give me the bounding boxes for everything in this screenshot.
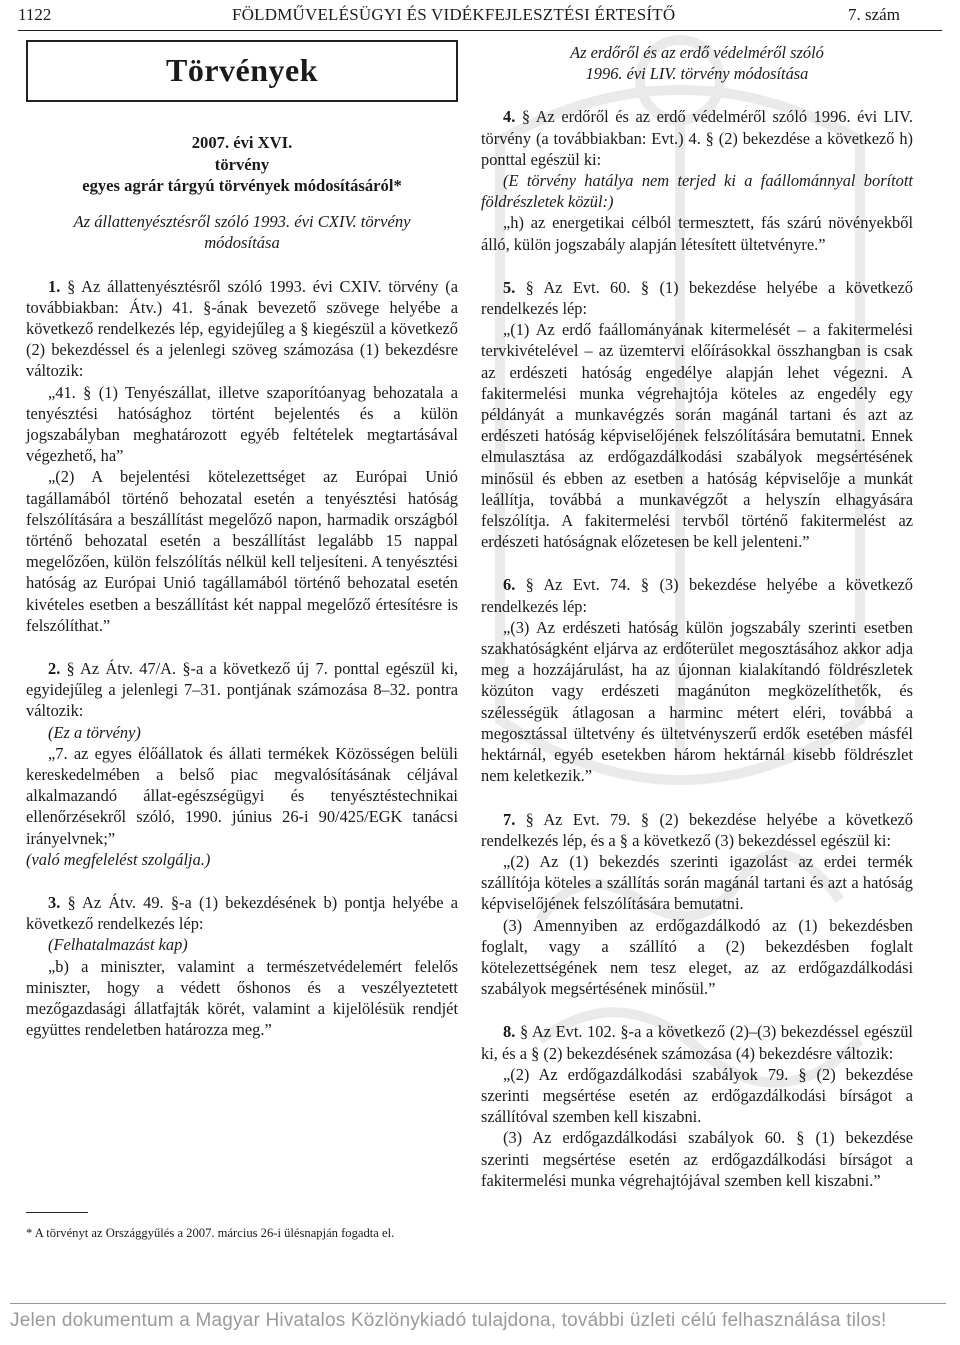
section-4-number: 4. (503, 107, 516, 127)
page-header (0, 0, 960, 30)
section-2-intro: (Ez a törvény) (48, 722, 141, 742)
section-7-quote-2: (3) Amennyiben az erdőgazdálkodó az (1) bekezdésben foglalt, vagy a szállító a (2) bekezdésben foglalt kötelezettségének nem tesz eleget, az az erdőgazdálkodási szabályok megsértésének minősül.” (481, 915, 913, 999)
right-column (481, 36, 913, 1191)
section-2-text: § Az Átv. 47/A. §-a a következő új 7. ponttal egészül ki, egyidejűleg a jelenlegi 7–31. pontjának számozása 8–32. pontra változik: (26, 658, 458, 721)
footnote-text: * A törvényt az Országgyűlés a 2007. március 26-i ülésnapján fogadta el. (26, 1226, 395, 1240)
section-7 (481, 809, 913, 851)
issue-number: 7. szám (848, 5, 900, 24)
section-5-quote: „(1) Az erdő faállományának kitermelését – a fakitermelési tervkivételével – az üzemtervi előírásokkal összhangban is csak az erdészeti hatóság engedélye alapján lehet végezni. A fakitermelési munka végrehajtója köteles az engedély egy példányát a munkavégzés során magánál tartani és azt az erdészeti hatóság képviselőjének felszólítására bemutatni. Ennek elmulasztása az erdőgazdálkodási szabályok megsértésének minősül és ebben az esetben a hatóság képviselője a munkát leállítja, továbbá a munkavégzőt a helyszín elhagyására felszólítja. A fakitermelési tervből történő fakitermelést az erdészeti hatóságnak előzetesen be kell jelenteni.” (481, 320, 913, 552)
footnote-divider (26, 1212, 88, 1213)
section-4-intro: (E törvény hatálya nem terjed ki a faállománnyal borított földrészletek közül:) (481, 171, 913, 212)
right-subheading-line-1: Az erdőről és az erdő védelméről szóló (570, 43, 824, 62)
section-3-intro: (Felhatalmazást kap) (48, 935, 188, 955)
footer-divider (10, 1303, 946, 1304)
footnote (26, 1212, 458, 1242)
section-4-quote: „h) az energetikai célból termesztett, fás szárú növényekből álló, külön jogszabály alapján létesített ültetvényre.” (481, 213, 913, 254)
section-5-number: 5. (503, 277, 516, 297)
law-number: 2007. évi XVI. (191, 133, 293, 152)
right-subheading-line-2: 1996. évi LIV. törvény módosítása (585, 64, 809, 84)
publication-title: FÖLDMŰVELÉSÜGYI ÉS VIDÉKFEJLESZTÉSI ÉRTESÍTŐ (232, 5, 676, 24)
section-1 (26, 276, 458, 382)
section-7-text: § Az Evt. 79. § (2) bekezdése helyébe a következő rendelkezés lép, és a § a következő (3) bekezdéssel egészül ki: (481, 809, 913, 850)
section-8-number: 8. (503, 1022, 516, 1042)
left-column (26, 36, 458, 1040)
section-title: Törvények (165, 52, 319, 89)
subheading-line-1: Az állattenyésztésről szóló 1993. évi CXIV. törvény (73, 211, 411, 231)
section-8 (481, 1021, 913, 1063)
section-8-text: § Az Evt. 102. §-a a következő (2)–(3) bekezdéssel egészül ki, és a § (2) bekezdésének számozása (4) bekezdésre változik: (481, 1022, 913, 1063)
section-4-text: § Az erdőről és az erdő védelméről szóló 1996. évi LIV. törvény (a továbbiakban: Evt.) 4. § (2) bekezdése a következő h) ponttal egészül ki: (481, 107, 913, 169)
section-8-quote-2: (3) Az erdőgazdálkodási szabályok 60. § (1) bekezdése szerinti megsértése esetén az erdőgazdálkodási bírságot a fakitermelési munka végrehajtójával szemben kell kiszabni.” (481, 1128, 913, 1190)
section-1-quote-1: „41. § (1) Tenyészállat, illetve szaporítóanyag behozatala a tenyésztési hatósághoz történt bejelentés és a külön jogszabályban meghatározott egyéb feltételek megtartásával végezhető, ha” (26, 382, 458, 466)
section-2-quote: „7. az egyes élőállatok és állati termékek Közösségen belüli kereskedelmében a belső piac megvalósításának céljával alkalmazandó állat-egészségügyi és tenyésztéstechnikai ellenőrzésekről szóló, 1990. június 26-i 90/425/EGK tanácsi irányelvnek;” (26, 743, 458, 848)
section-6-text: § Az Evt. 74. § (3) bekezdése helyébe a következő rendelkezés lép: (481, 575, 913, 616)
section-3-text: § Az Átv. 49. §-a (1) bekezdésének b) pontja helyébe a következő rendelkezés lép: (26, 892, 458, 934)
copyright-notice: Jelen dokumentum a Magyar Hivatalos Közlönykiadó tulajdona, további üzleti célú felhasználása tilos! (10, 1310, 887, 1331)
section-3-number: 3. (48, 892, 61, 912)
page-number: 1122 (18, 5, 52, 24)
section-7-number: 7. (503, 809, 516, 829)
section-2-number: 2. (48, 658, 61, 678)
section-8-quote-1: „(2) Az erdőgazdálkodási szabályok 79. § (2) bekezdése szerinti megsértése esetén az erdőgazdálkodási bírságot a szállítóval szemben kell kiszabni. (481, 1064, 913, 1127)
section-6-quote: „(3) Az erdészeti hatóság külön jogszabály szerinti esetben szakhatóságként eljárva az erdőterület megosztásához akkor adja meg a hozzájárulást, ha az újonnan kialakítandó földrészletek közúton vagy erdészeti magánúton megközelíthetők, és szélességük átlagosan a harminc métert eléri, továbbá a megosztással ültetvény és ültetvényszerű erdők esetében másfél hektárnál, egyéb esetekben három hektárnál kisebb földrészlet nem keletkezik.” (481, 617, 913, 786)
section-2-outro: (való megfelelést szolgálja.) (26, 849, 211, 869)
section-3-quote: „b) a miniszter, valamint a természetvédelemért felelős miniszter, hogy a védett őshonos és a veszélyeztetett mezőgazdasági állatfajták körét, valamint a kijelölésük rendjét együttes rendeletben határozza meg.” (26, 956, 458, 1040)
section-5-text: § Az Evt. 60. § (1) bekezdése helyébe a következő rendelkezés lép: (481, 277, 913, 319)
section-1-quote-2: „(2) A bejelentési kötelezettséget az Európai Unió tagállamából történő behozatal esetén a tenyésztési hatóság felszólítására a beszállítást megelőző napon, harmadik országból történő behozatal esetén a beszállítást legalább 15 nappal megelőzően, külön felszólítás nélkül kell teljesíteni. A tenyésztési hatóság az Európai Unió tagállamából történő behozatal esetén kivételes esetben a beszállítást két nappal megelőző értesítésre is felszólíthat.” (26, 467, 458, 635)
section-2 (26, 658, 458, 722)
section-6 (481, 574, 913, 616)
section-title-box (26, 40, 458, 102)
section-1-text: § Az állattenyésztésről szóló 1993. évi CXIV. törvény (a továbbiakban: Átv.) 41. §-ának bevezető szövege helyébe a következő rendelkezés lép, egyidejűleg a § kiegészül a következő (2) bekezdéssel és a jelenlegi szöveg számozása (1) bekezdésre változik: (26, 276, 458, 381)
section-1-number: 1. (48, 276, 61, 296)
law-title: egyes agrár tárgyú törvények módosításáról* (82, 176, 402, 195)
section-6-number: 6. (503, 575, 516, 595)
law-word: törvény (214, 154, 270, 174)
section-7-quote-1: „(2) Az (1) bekezdés szerinti igazolást az erdei termék szállítója köteles a szállítás során magánál tartani és azt a hatóság képviselőjének felszólítására bemutatni. (481, 851, 913, 914)
header-divider (18, 30, 942, 31)
subheading-line-2: módosítása (204, 233, 280, 252)
section-3 (26, 892, 458, 934)
section-4 (481, 106, 913, 170)
section-5 (481, 277, 913, 319)
